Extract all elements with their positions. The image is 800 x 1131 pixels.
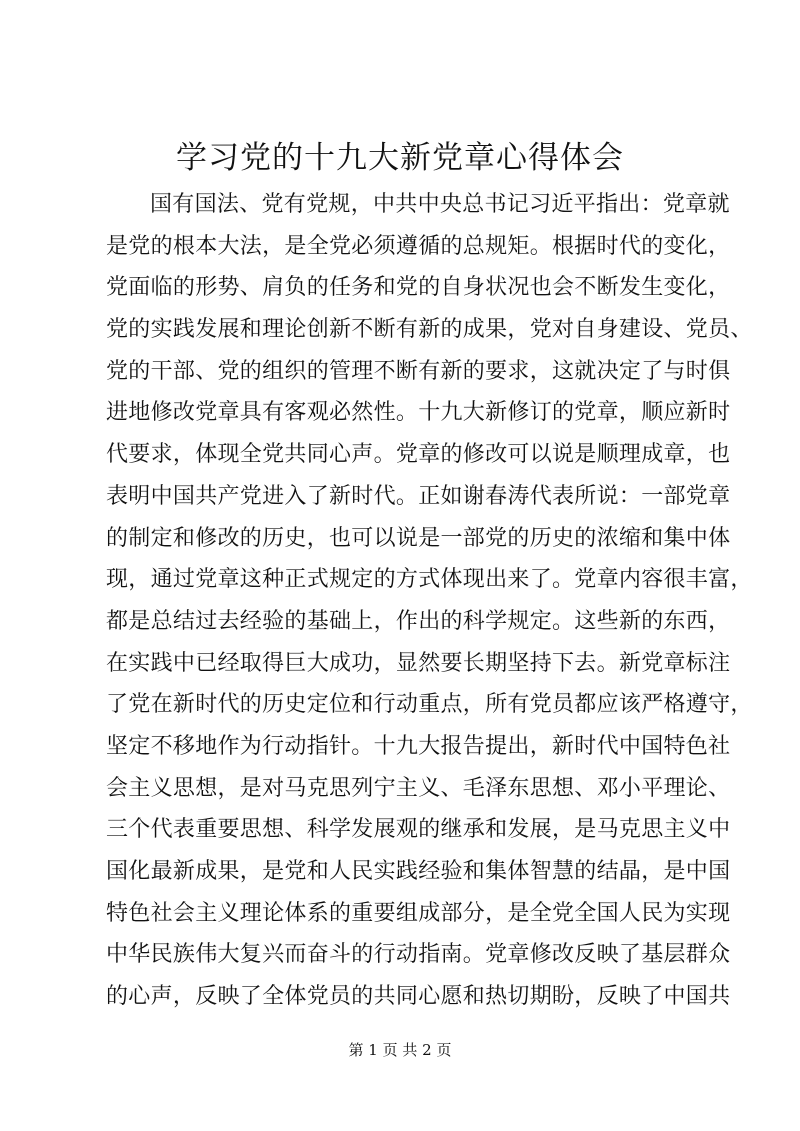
body-line: 都是总结过去经验的基础上，作出的科学规定。这些新的东西， [106, 608, 731, 634]
body-line: 坚定不移地作为行动指针。十九大报告提出，新时代中国特色社 [106, 733, 731, 759]
body-line: 党的实践发展和理论创新不断有新的成果，党对自身建设、党员、 [106, 317, 753, 343]
body-line: 中华民族伟大复兴而奋斗的行动指南。党章修改反映了基层群众 [106, 942, 731, 968]
body-line: 现，通过党章这种正式规定的方式体现出来了。党章内容很丰富， [106, 567, 753, 593]
body-line: 国有国法、党有党规，中共中央总书记习近平指出：党章就 [150, 192, 730, 217]
body-line: 的心声，反映了全体党员的共同心愿和热切期盼，反映了中国共 [106, 984, 731, 1010]
document-title: 学习党的十九大新党章心得体会 [176, 140, 624, 176]
body-line: 是党的根本大法，是全党必须遵循的总规矩。根据时代的变化， [106, 233, 731, 259]
body-line: 党面临的形势、肩负的任务和党的自身状况也会不断发生变化， [106, 275, 731, 301]
body-line: 在实践中已经取得巨大成功，显然要长期坚持下去。新党章标注 [106, 650, 731, 676]
body-line: 三个代表重要思想、科学发展观的继承和发展，是马克思主义中 [106, 817, 731, 843]
body-line: 表明中国共产党进入了新时代。正如谢春涛代表所说：一部党章 [106, 483, 731, 509]
body-paragraph [106, 184, 753, 1018]
body-line: 代要求，体现全党共同心声。党章的修改可以说是顺理成章，也 [106, 442, 731, 468]
page-footer: 第 1 页 共 2 页 [348, 1041, 452, 1059]
body-line: 的制定和修改的历史，也可以说是一部党的历史的浓缩和集中体 [106, 525, 731, 551]
body-line: 党的干部、党的组织的管理不断有新的要求，这就决定了与时俱 [106, 358, 731, 384]
body-line: 特色社会主义理论体系的重要组成部分，是全党全国人民为实现 [106, 900, 731, 926]
body-line: 国化最新成果，是党和人民实践经验和集体智慧的结晶，是中国 [106, 859, 731, 884]
body-line: 进地修改党章具有客观必然性。十九大新修订的党章，顺应新时 [106, 400, 731, 426]
body-line: 会主义思想，是对马克思列宁主义、毛泽东思想、邓小平理论、 [106, 775, 731, 801]
body-line: 了党在新时代的历史定位和行动重点，所有党员都应该严格遵守， [106, 692, 753, 718]
